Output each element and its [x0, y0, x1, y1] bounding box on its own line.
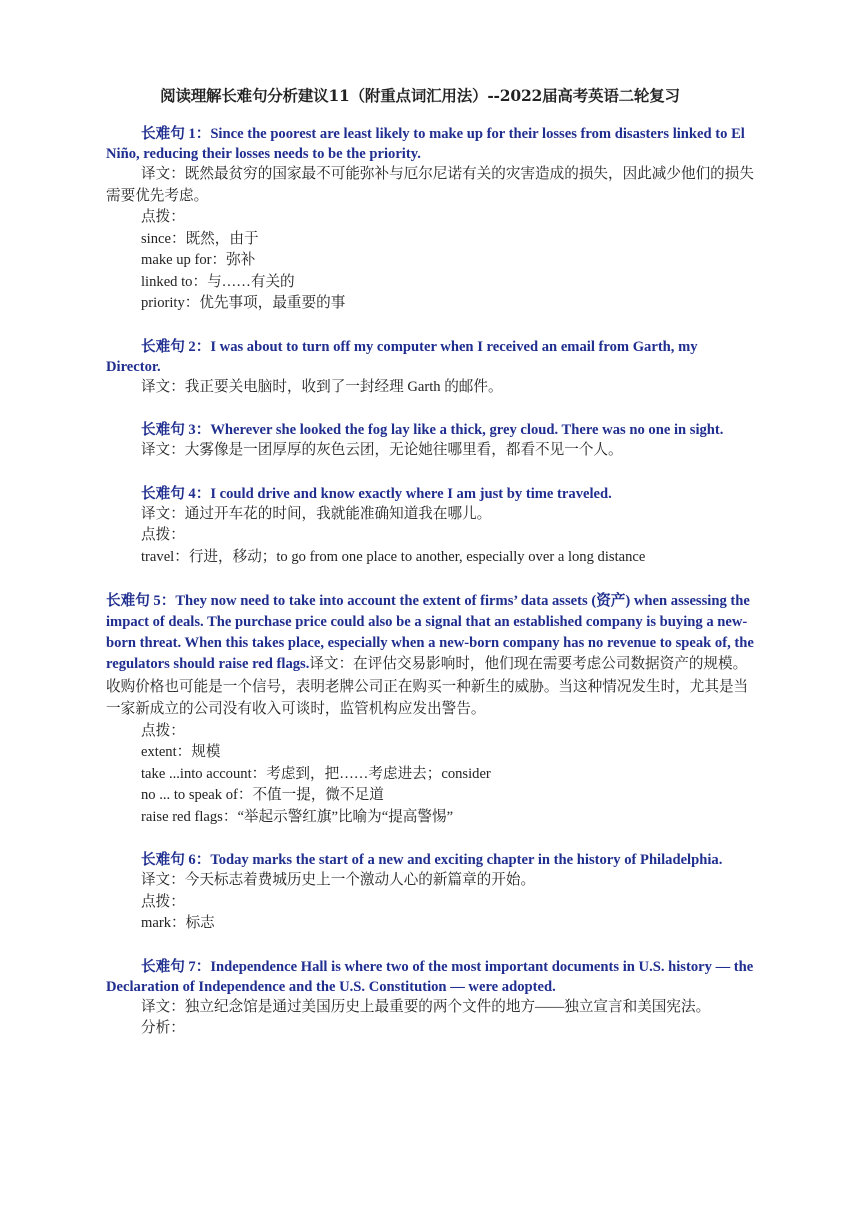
translation: 译文：通过开车花的时间，我就能准确知道我在哪儿。 [141, 505, 492, 522]
sentence-block-4 [106, 484, 754, 569]
translation: 译文：独立纪念馆是通过美国历史上最重要的两个文件的地方——独立宣言和美国宪法。 [141, 998, 711, 1015]
note-item: take ...into account：考虑到，把……考虑进去；consider [141, 765, 491, 782]
translation: 译文：我正要关电脑时，收到了一封经理 Garth 的邮件。 [141, 378, 503, 395]
note-item: raise red flags：“举起示警红旗”比喻为“提高警惕” [141, 808, 454, 825]
note-item: since：既然，由于 [141, 230, 259, 247]
sentence-block-5 [106, 590, 754, 828]
translation: 译文：既然最贫穷的国家最不可能弥补与厄尔尼诺有关的灾害造成的损失，因此减少他们的损失需要优先考虑。 [106, 166, 754, 204]
note-item: no ... to speak of：不值一提，微不足道 [141, 787, 384, 803]
note-item: travel：行进，移动；to go from one place to another, especially over a long distance [141, 548, 646, 565]
notes-label: 分析： [141, 1020, 185, 1036]
long-sentence: 长难句 2：I was about to turn off my computer when I received an email from Garth, my Director. [106, 338, 698, 375]
long-sentence: 长难句 5：They now need to take into account the extent of firms’ data assets (资产) when assessing the impact of deals. The purchase price could also be a signal that an established company is buying a new-born threat. When this takes place, especially when a new-born company has no revenue to speak of, the regulators should raise red flags. [106, 593, 754, 672]
long-sentence: 长难句 7：Independence Hall is where two of the most important documents in U.S. history — the Declaration of Independence and the U.S. Constitution — were adopted. [106, 958, 754, 995]
notes-label: 点拨： [141, 209, 185, 225]
translation: 译文：大雾像是一团厚厚的灰色云团，无论她往哪里看，都看不见一个人。 [141, 442, 623, 458]
sentence-block-1 [106, 124, 754, 315]
sentence-block-6 [106, 850, 754, 935]
note-item: make up for：弥补 [141, 252, 256, 268]
document-title: 阅读理解长难句分析建议11（附重点词汇用法）--2022届高考英语二轮复习 [160, 86, 680, 105]
translation: 译文：在评估交易影响时，他们现在需要考虑公司数据资产的规模。收购价格也可能是一个信号，表明老牌公司正在购买一种新生的威胁。当这种情况发生时，尤其是当一家新成立的公司没有收入可谈时，监管机构应发出警告。 [106, 656, 749, 717]
notes-label: 点拨： [141, 527, 185, 543]
long-sentence: 长难句 6：Today marks the start of a new and exciting chapter in the history of Philadelphia. [141, 852, 723, 868]
document-page [106, 84, 754, 1062]
sentence-block-7 [106, 957, 754, 1040]
note-item: mark：标志 [141, 915, 215, 931]
note-item: priority：优先事项，最重要的事 [141, 295, 346, 311]
long-sentence: 长难句 3：Wherever she looked the fog lay like a thick, grey cloud. There was no one in sight. [141, 422, 724, 438]
translation: 译文：今天标志着费城历史上一个激动人心的新篇章的开始。 [141, 872, 536, 888]
sentence-block-2 [106, 337, 754, 399]
note-item: linked to：与……有关的 [141, 273, 295, 290]
sentence-block-3 [106, 420, 754, 462]
note-item: extent：规模 [141, 744, 221, 760]
notes-label: 点拨： [141, 893, 185, 910]
long-sentence: 长难句 4：I could drive and know exactly where I am just by time traveled. [141, 485, 612, 502]
notes-label: 点拨： [141, 722, 185, 739]
long-sentence: 长难句 1：Since the poorest are least likely to make up for their losses from disasters linked to El Niño, reducing their losses needs to be the priority. [106, 126, 745, 162]
